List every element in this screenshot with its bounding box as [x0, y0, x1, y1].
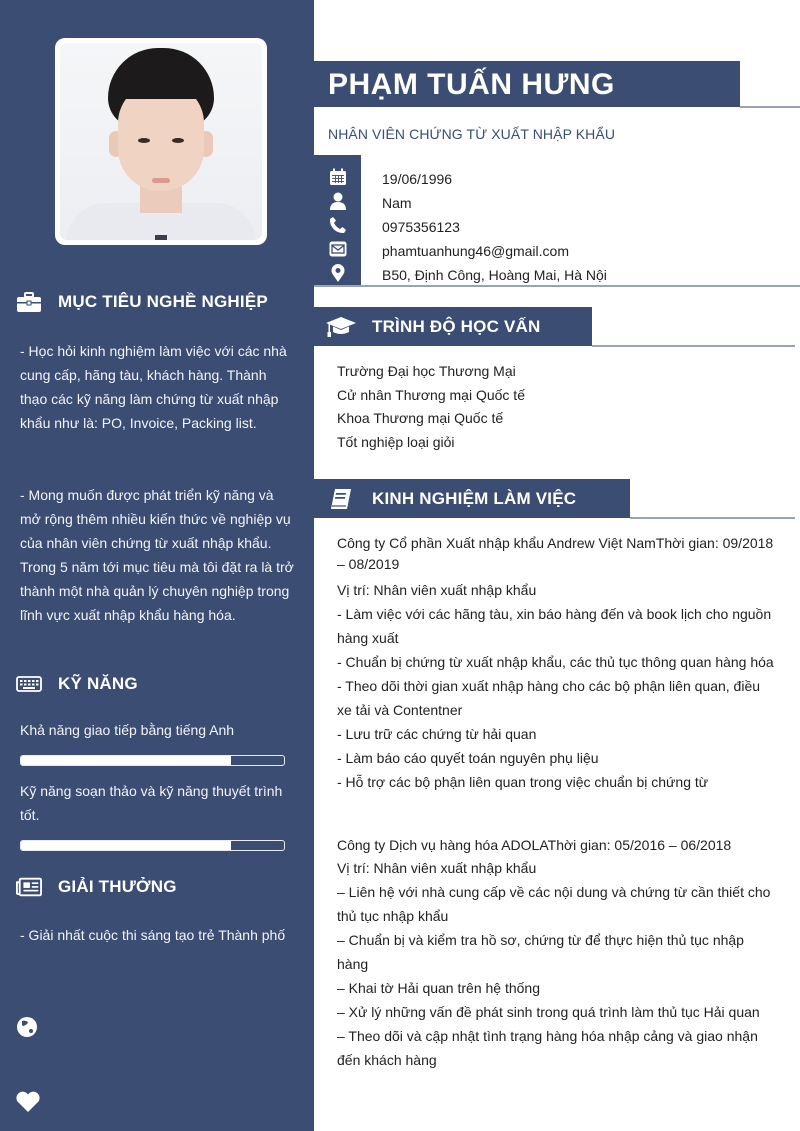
briefcase-icon: [16, 291, 42, 313]
skill-level-bar: [20, 840, 285, 851]
keyboard-icon: [16, 673, 42, 695]
contact-icon-column: [314, 155, 361, 286]
graduation-cap-icon: [324, 315, 358, 339]
education-line: Tốt nghiệp loại giỏi: [337, 433, 455, 450]
education-line: Trường Đại học Thương Mại: [337, 363, 516, 379]
main-content: [314, 0, 800, 1131]
job-duty: – Theo dõi và cập nhật tình trạng hàng hóa nhập cảng và giao nhận đến khách hàng: [337, 1028, 758, 1068]
job-position: Vị trí: Nhân viên xuất nhập khẩu: [337, 582, 537, 598]
objective-title: MỤC TIÊU NGHỀ NGHIỆP: [58, 292, 268, 311]
awards-title: GIẢI THƯỞNG: [58, 877, 177, 896]
job-duty: - Theo dõi thời gian xuất nhập hàng cho các bộ phận liên quan, điều xe tải và Contentner: [337, 678, 761, 718]
skills-heading: [16, 673, 138, 695]
job-position: Vị trí: Nhân viên xuất nhập khẩu: [337, 860, 537, 876]
job-duty: - Làm việc với các hãng tàu, xin báo hàng đến và book lịch cho nguồn hàng xuất: [337, 606, 772, 646]
experience-heading: [314, 479, 630, 518]
job-duty: - Chuẩn bị chứng từ xuất nhập khẩu, các thủ tục thông quan hàng hóa: [337, 654, 774, 670]
job-duty: – Xử lý những vấn đề phát sinh trong quá trình làm thủ tục Hải quan: [337, 1004, 760, 1020]
newspaper-icon: [16, 876, 42, 898]
calendar-icon: [329, 168, 347, 186]
profile-photo: [60, 43, 262, 240]
job-duty: - Làm báo cáo quyết toán nguyên phụ liệu: [337, 750, 599, 766]
divider: [630, 517, 795, 519]
objective-paragraph-1: - Học hỏi kinh nghiệm làm việc với các nhà cung cấp, hãng tàu, khách hàng. Thành thạo các kỹ năng làm chứng từ xuất nhập khẩu như là: PO, Invoice, Packing list.: [20, 343, 287, 431]
contact-list: [382, 167, 607, 287]
objective-paragraph-2: - Mong muốn được phát triển kỹ năng và mở rộng thêm nhiều kiến thức về nghiệp vụ của nhân viên chứng từ xuất nhập khẩu. Trong 5 năm tới mục tiêu mà tôi đặt ra là trở thành một nhà quản lý chuyên nghiệp trong lĩnh vực xuất nhập khẩu hàng hóa.: [20, 487, 294, 623]
job-header: Công ty Cổ phần Xuất nhập khẩu Andrew Việt NamThời gian: 09/2018 – 08/2019: [337, 535, 774, 572]
job-duty: – Liên hệ với nhà cung cấp về các nội dung và chứng từ cần thiết cho thủ tục nhập khẩu: [337, 884, 771, 924]
job-duty: - Lưu trữ các chứng từ hải quan: [337, 726, 537, 742]
heart-icon: [15, 1091, 41, 1118]
awards-heading: [16, 876, 177, 898]
skill-label: Kỹ năng soạn thảo và kỹ năng thuyết trình tốt.: [20, 783, 283, 823]
phone-number[interactable]: 0975356123: [382, 219, 460, 235]
email-address[interactable]: phamtuanhung46@gmail.com: [382, 243, 569, 259]
skill-level-fill: [21, 841, 231, 850]
skill-level-fill: [21, 756, 231, 765]
skill-level-bar: [20, 755, 285, 766]
education-heading: [314, 307, 592, 346]
candidate-name: PHẠM TUẤN HƯNG: [328, 68, 615, 101]
gender: Nam: [382, 195, 412, 211]
envelope-icon: [329, 240, 347, 258]
education-list: [337, 360, 525, 454]
skill-label: Khả năng giao tiếp bằng tiếng Anh: [20, 722, 235, 738]
experience-title: KINH NGHIỆM LÀM VIỆC: [372, 488, 577, 508]
address: B50, Định Công, Hoàng Mai, Hà Nội: [382, 267, 607, 283]
divider: [592, 345, 795, 347]
job-header: Công ty Dịch vụ hàng hóa ADOLAThời gian: 05/2016 – 06/2018: [337, 837, 732, 853]
education-title: TRÌNH ĐỘ HỌC VẤN: [372, 316, 541, 336]
globe-icon: [16, 1016, 38, 1043]
job-entry: [337, 533, 777, 794]
phone-icon: [329, 216, 347, 234]
objective-heading: [16, 291, 268, 313]
map-marker-icon: [329, 264, 347, 282]
profile-photo-frame: [55, 38, 267, 245]
award-item: - Giải nhất cuộc thi sáng tạo trẻ Thành phố: [20, 927, 286, 943]
divider: [740, 106, 800, 108]
job-duty: - Hỗ trợ các bộ phận liên quan trong việc chuẩn bị chứng từ: [337, 774, 709, 790]
job-entry: [337, 834, 777, 1072]
name-banner: [314, 61, 740, 107]
book-icon: [324, 487, 358, 511]
skills-title: KỸ NĂNG: [58, 674, 138, 693]
birth-date: 19/06/1996: [382, 171, 453, 187]
divider: [314, 285, 800, 287]
user-icon: [329, 192, 347, 210]
job-title: NHÂN VIÊN CHỨNG TỪ XUẤT NHẬP KHẨU: [328, 126, 616, 142]
job-duty: – Chuẩn bị và kiểm tra hồ sơ, chứng từ để thực hiện thủ tục nhập hàng: [337, 932, 744, 972]
sidebar: [0, 0, 314, 1131]
education-line: Cử nhân Thương mại Quốc tế: [337, 386, 525, 403]
job-duty: – Khai tờ Hải quan trên hệ thống: [337, 980, 540, 996]
education-line: Khoa Thương mại Quốc tế: [337, 410, 504, 426]
